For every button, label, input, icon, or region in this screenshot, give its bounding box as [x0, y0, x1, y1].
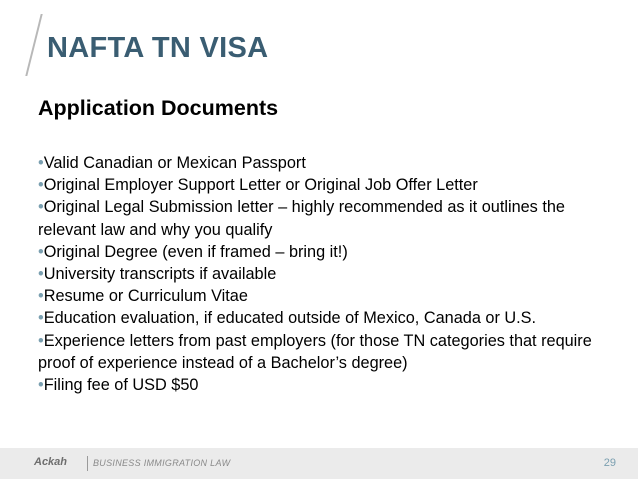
bullet-item	[38, 307, 598, 329]
bullet-item	[38, 152, 598, 174]
footer-divider	[87, 456, 88, 471]
bullet-text: Original Legal Submission letter – highly recommended as it outlines the relevant law and why you qualify	[38, 198, 565, 239]
bullet-text: Filing fee of USD $50	[43, 376, 199, 395]
bullet-marker: •	[38, 242, 44, 261]
bullet-item	[38, 374, 598, 396]
bullet-text: Original Degree (even if framed – bring it!)	[43, 242, 348, 261]
bullet-marker: •	[38, 265, 44, 284]
bullet-item	[38, 174, 598, 196]
footer-bar	[0, 448, 638, 479]
title-slash-decoration	[25, 14, 42, 76]
bullet-text: University transcripts if available	[43, 265, 277, 284]
bullet-marker: •	[38, 309, 44, 328]
bullet-item	[38, 285, 598, 307]
bullet-text: Resume or Curriculum Vitae	[43, 287, 248, 306]
bullet-marker: •	[38, 376, 44, 395]
bullet-marker: •	[38, 198, 44, 217]
bullet-item	[38, 263, 598, 285]
bullet-item	[38, 241, 598, 263]
company-logo: Ackah	[34, 456, 68, 468]
bullet-text: Education evaluation, if educated outside of Mexico, Canada or U.S.	[43, 309, 537, 328]
slide-title: NAFTA TN VISA	[47, 32, 269, 64]
page-number: 29	[603, 457, 616, 469]
bullet-text: Valid Canadian or Mexican Passport	[43, 154, 306, 172]
bullet-item	[38, 196, 598, 240]
bullet-item	[38, 330, 598, 374]
bullet-text: Original Employer Support Letter or Original Job Offer Letter	[43, 176, 478, 195]
bullet-marker: •	[38, 287, 44, 306]
bullet-marker: •	[38, 154, 44, 172]
bullet-marker: •	[38, 331, 44, 350]
slide-subtitle: Application Documents	[38, 96, 279, 120]
bullet-list	[38, 152, 598, 396]
bullet-marker: •	[38, 176, 44, 195]
company-tagline: BUSINESS IMMIGRATION LAW	[93, 458, 231, 468]
bullet-text: Experience letters from past employers (for those TN categories that require proof of experience instead of a Bachelor’s degree)	[38, 331, 592, 372]
